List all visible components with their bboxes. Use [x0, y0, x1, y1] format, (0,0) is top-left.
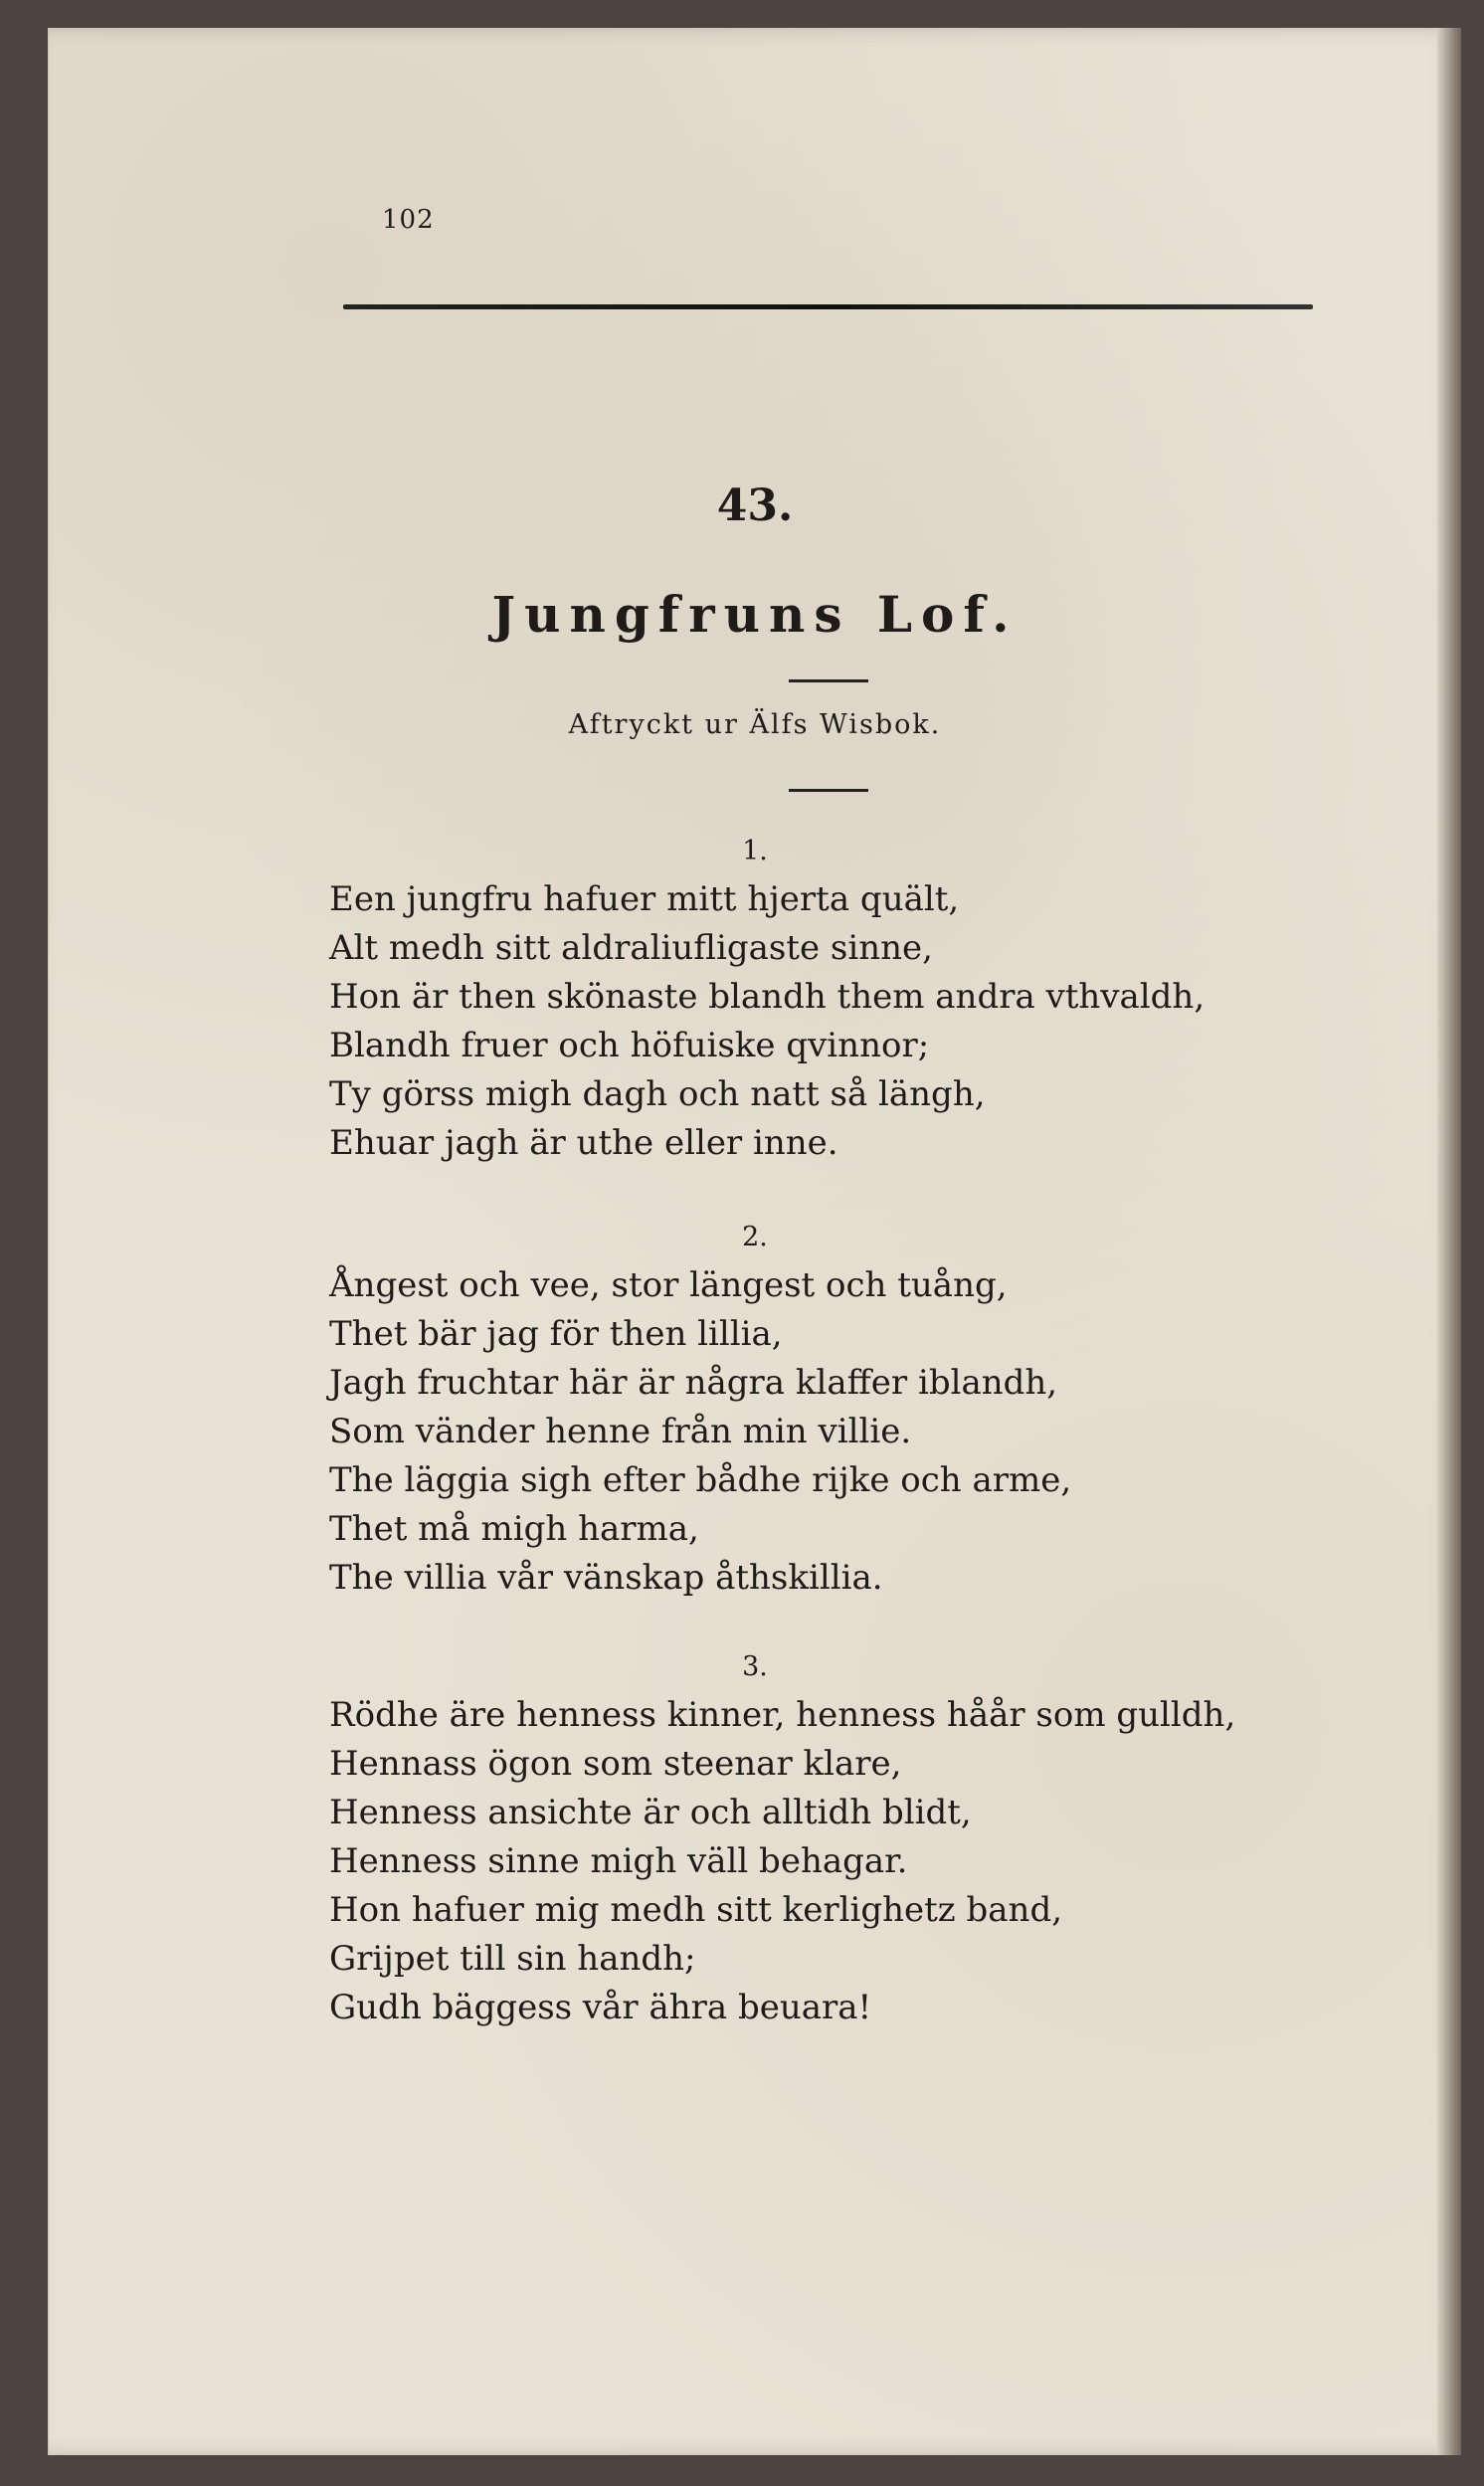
verse-line: The läggia sigh efter bådhe rijke och arme,	[329, 1460, 1072, 1500]
verse-line: Een jungfru hafuer mitt hjerta quält,	[329, 879, 960, 919]
stanza-number: 2.	[742, 1222, 768, 1252]
verse-line: Grijpet till sin handh;	[329, 1939, 696, 1979]
verse-line: Gudh bäggess vår ähra beuara!	[329, 1988, 872, 2027]
verse-line: Blandh fruer och höfuiske qvinnor;	[329, 1026, 930, 1065]
stanza	[329, 1261, 1403, 1603]
verse-line: Ehuar jagh är uthe eller inne.	[329, 1123, 838, 1163]
stanza-number: 3.	[742, 1651, 768, 1682]
verse-line: Hon hafuer mig medh sitt kerlighetz band,	[329, 1890, 1063, 1930]
verse-line: Jagh fruchtar här är några klaffer iblandh,	[329, 1363, 1058, 1403]
verse-line: Ångest och vee, stor längest och tuång,	[329, 1265, 1008, 1305]
verse-line: The villia vår vänskap åthskillia.	[329, 1558, 883, 1598]
verse-line: Hennass ögon som steenar klare,	[329, 1744, 902, 1784]
verse-line: Hon är then skönaste blandh them andra vthvaldh,	[329, 977, 1206, 1017]
verse-line: Rödhe äre henness kinner, henness håår som gulldh,	[329, 1695, 1236, 1735]
verse-line: Thet må migh harma,	[329, 1509, 699, 1549]
stanza	[329, 875, 1403, 1168]
verse-line: Henness sinne migh väll behagar.	[329, 1841, 908, 1881]
verse-line: Alt medh sitt aldraliufligaste sinne,	[329, 928, 933, 968]
stanza	[329, 1691, 1403, 2032]
book-page	[48, 28, 1461, 2455]
stanza-number: 1.	[742, 836, 768, 866]
song-title: Jungfruns Lof.	[491, 585, 1019, 644]
verse-line: Som vänder henne från min villie.	[329, 1412, 912, 1451]
page-number: 102	[382, 205, 435, 235]
song-number: 43.	[716, 480, 794, 531]
source-note: Aftryckt ur Älfs Wisbok.	[568, 709, 942, 740]
verse-line: Henness ansichte är och alltidh blidt,	[329, 1793, 972, 1832]
verse-line: Thet bär jag för then lillia,	[329, 1314, 783, 1354]
title-divider	[789, 679, 868, 682]
verse-line: Ty görss migh dagh och natt så längh,	[329, 1074, 986, 1114]
header-rule	[343, 304, 1313, 309]
source-divider	[789, 789, 868, 792]
